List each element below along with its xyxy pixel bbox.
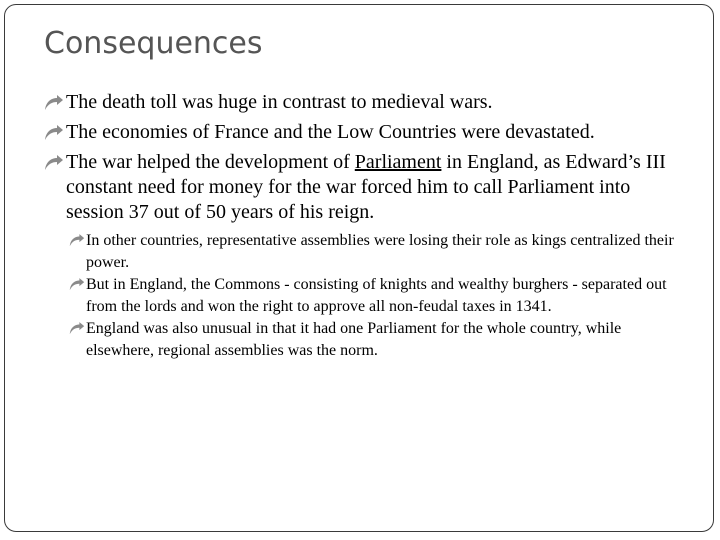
sub-bullet-text: England was also unusual in that it had one Parliament for the whole country, while elsewhere, regional assemblies was the norm. bbox=[86, 320, 622, 359]
bullet-item bbox=[44, 150, 680, 225]
bullet-text-pre: The war helped the development of bbox=[66, 151, 355, 173]
curved-arrow-icon bbox=[44, 124, 64, 142]
curved-arrow-icon bbox=[44, 154, 64, 172]
bullet-text: The economies of France and the Low Countries were devastated. bbox=[66, 121, 595, 143]
sub-bullet-item bbox=[44, 274, 680, 318]
bullet-text: The death toll was huge in contrast to medieval wars. bbox=[66, 91, 493, 113]
bullet-item bbox=[44, 90, 680, 115]
curved-arrow-icon bbox=[69, 233, 85, 248]
bullet-list bbox=[44, 90, 680, 362]
bullet-item bbox=[44, 120, 680, 145]
bullet-text-post: in England, as Edward’s III constant need for money for the war forced him to call Parliament into session 37 out of 50 years of his reign. bbox=[66, 151, 666, 223]
curved-arrow-icon bbox=[69, 321, 85, 336]
sub-bullet-text: But in England, the Commons - consisting of knights and wealthy burghers - separated out from the lords and won the right to approve all non-feudal taxes in 1341. bbox=[86, 276, 667, 315]
sub-bullet-text: In other countries, representative assemblies were losing their role as kings centralized their power. bbox=[86, 232, 674, 271]
sub-bullet-item bbox=[44, 230, 680, 274]
curved-arrow-icon bbox=[44, 94, 64, 112]
sub-bullet-item bbox=[44, 318, 680, 362]
curved-arrow-icon bbox=[69, 277, 85, 292]
slide-title: Consequences bbox=[44, 26, 263, 61]
parliament-link[interactable]: Parliament bbox=[354, 151, 442, 173]
